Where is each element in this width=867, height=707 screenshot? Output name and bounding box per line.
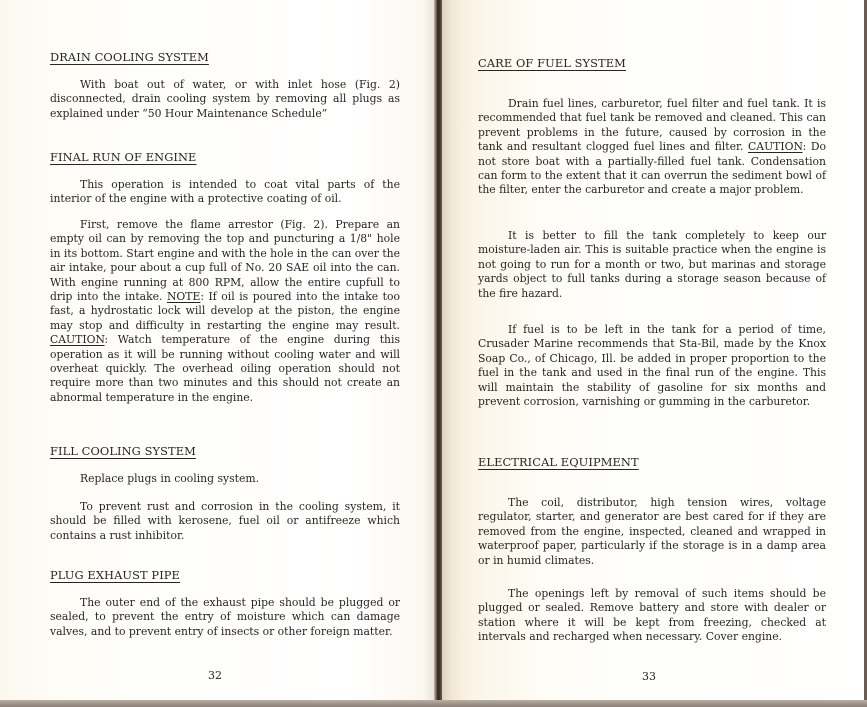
caution-label: CAUTION (50, 333, 105, 347)
drain-fuel-text: Drain fuel lines, carburetor, fuel filter and fuel tank. It is recommended that fuel tank be removed and cleaned. This can prevent problems in the future, caused by corrosion in the tank and resultant clogged fuel lines and filter. (478, 97, 826, 154)
paragraph-electrical-components: The coil, distributor, high tension wires, voltage regulator, starter, and generator are best cared for if they are removed from the engine, inspected, cleaned and wrapped in waterproof paper, particularly if the storage is in a damp area or in humid climates. (478, 496, 826, 567)
paragraph-plug-exhaust: The outer end of the exhaust pipe should be plugged or sealed, to prevent the entry of moisture which can damage valves, and to prevent entry of insects or other foreign matter. (50, 596, 400, 638)
section-title-drain-cooling-system: DRAIN COOLING SYSTEM (50, 50, 209, 64)
caution-text: : Watch temperature of the engine during this operation as it will be running without cooling water and will overheat quickly. The overhead oiling operation should not require more than two minutes and this should not create an abnormal temperature in the engine. (50, 333, 400, 404)
section-title-electrical-equipment: ELECTRICAL EQUIPMENT (478, 455, 639, 469)
paragraph-fill-tank: It is better to fill the tank completely to keep our moisture-laden air. This is suitable practice when the engine is not going to run for a month or two, but marinas and storage yards object to full tanks during a storage season because of the fire hazard. (478, 229, 826, 300)
note-text: : If oil is poured into the intake too fast, a hydrostatic lock will develop at the piston, the engine may stop and difficulty in restarting the engine may result. (50, 290, 401, 332)
section-title-plug-exhaust-pipe: PLUG EXHAUST PIPE (50, 568, 180, 582)
paragraph-replace-plugs: Replace plugs in cooling system. (80, 472, 260, 485)
paragraph-final-run-intro: This operation is intended to coat vital parts of the interior of the engine with a protective coating of oil. (50, 178, 400, 206)
paragraph-sta-bil: If fuel is to be left in the tank for a period of time, Crusader Marine recommends that Sta-Bil, made by the Knox Soap Co., of Chicago, Ill. be added in proper proportion to the fuel in the tank and used in the final run of the engine. This will maintain the stability of gasoline for six months and prevent corrosion, varnishing or gumming in the carburetor. (478, 323, 826, 409)
paragraph-drain-cooling: With boat out of water, or with inlet hose (Fig. 2) disconnected, drain cooling system by removing all plugs as explained under “50 Hour Maintenance Schedule” (50, 78, 400, 120)
paragraph-prevent-rust: To prevent rust and corrosion in the cooling system, it should be filled with kerosene, fuel oil or antifreeze which contains a rust inhibitor. (50, 500, 400, 542)
bottom-page-edge (0, 700, 867, 707)
section-title-care-of-fuel-system: CARE OF FUEL SYSTEM (478, 56, 626, 70)
caution-text: : Do not store boat with a partially-filled fuel tank. Condensation can form to the extent that it can overrun the sediment bowl of the filter, enter the carburetor and create a major problem. (478, 140, 826, 197)
procedure-text: First, remove the flame arrestor (Fig. 2). Prepare an empty oil can by removing the top and puncturing a 1/8" hole in its bottom. Start engine and with the hole in the can over the air intake, pour about a cup full of No. 20 SAE oil into the can. With engine running at 800 RPM, allow the entire cupfull to drip into the intake. (50, 218, 400, 304)
caution-label: CAUTION (748, 140, 803, 154)
section-title-fill-cooling-system: FILL COOLING SYSTEM (50, 444, 196, 458)
note-label: NOTE (166, 290, 201, 304)
paragraph-openings: The openings left by removal of such items should be plugged or sealed. Remove battery and store with dealer or station where it will be kept from freezing, checked at intervals and recharged when necessary. Cover engine. (478, 587, 826, 644)
paragraph-drain-fuel (478, 97, 826, 198)
section-title-final-run-of-engine: FINAL RUN OF ENGINE (50, 150, 197, 164)
book-gutter (434, 0, 442, 700)
page-number-left: 32 (208, 669, 222, 682)
page-number-right: 33 (642, 670, 656, 683)
paragraph-final-run-procedure (50, 218, 400, 405)
